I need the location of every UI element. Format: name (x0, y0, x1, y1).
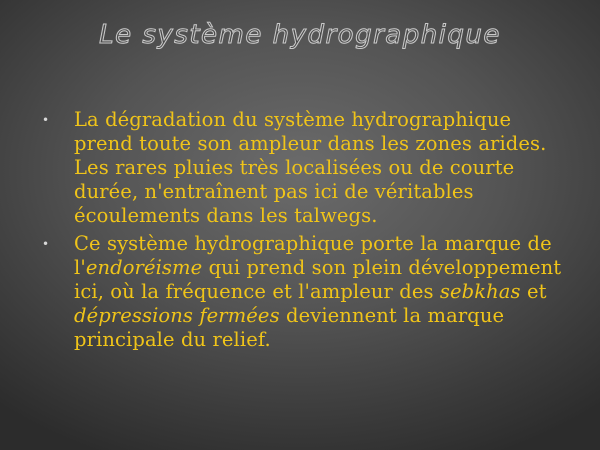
bullet-text-2-part-3: et (520, 280, 547, 303)
bullet-text-2-part-1: Ce système hydrographique porte la marque de l' (74, 232, 552, 279)
bullet-text-1: La dégradation du système hydrographique prend toute son ampleur dans les zones arides. Les rares pluies très localisées ou de courte durée, n'entraînent pas ici de véritables écoulements dans les talwegs. (74, 108, 547, 227)
slide-title: Le système hydrographique (99, 20, 501, 50)
term-endoreisme: endoréisme (85, 256, 203, 279)
bullet-item-2 (42, 232, 567, 352)
bullet-icon: • (42, 237, 50, 251)
bullet-icon: • (42, 113, 50, 127)
bullet-text-2-part-4: deviennent la marque principale du relief. (74, 304, 505, 351)
bullet-list (42, 108, 567, 356)
term-depressions-fermees: dépressions fermées (74, 304, 280, 327)
bullet-text-2-part-2: qui prend son plein développement ici, où la fréquence et l'ampleur des (74, 256, 562, 303)
term-sebkhas: sebkhas (439, 280, 521, 303)
bullet-item-1 (42, 108, 567, 228)
